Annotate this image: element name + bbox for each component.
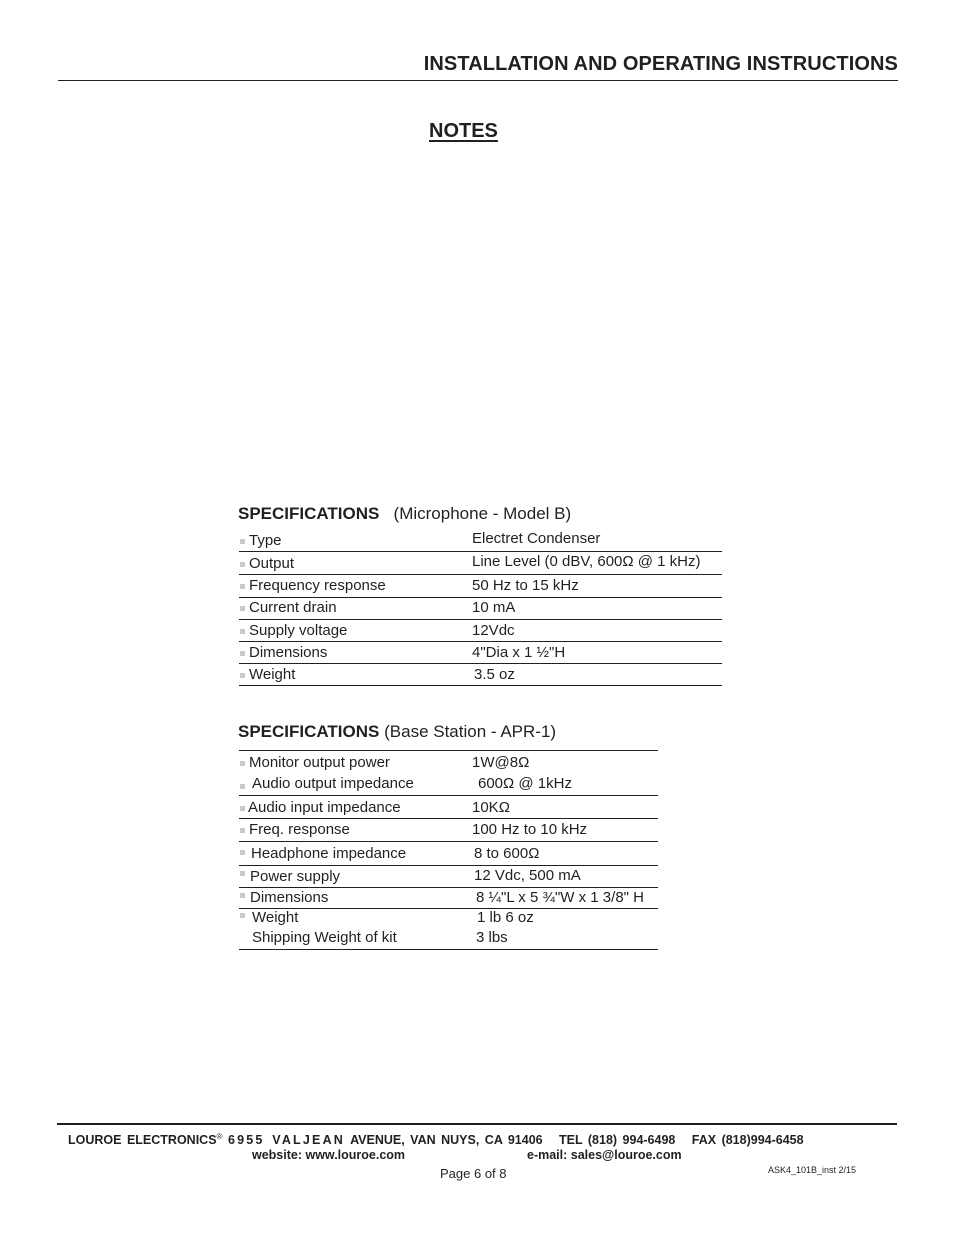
spec-value: Line Level (0 dBV, 600Ω @ 1 kHz)	[472, 553, 701, 570]
spec-label: Dimensions	[250, 889, 329, 906]
bullet-icon	[240, 673, 245, 678]
spec-label: Power supply	[250, 868, 341, 885]
row-divider	[239, 818, 658, 819]
spec-value: 100 Hz to 10 kHz	[472, 821, 588, 838]
spec-value: 10 mA	[472, 599, 516, 616]
row-divider	[239, 887, 658, 888]
spec-label: Audio output impedance	[252, 775, 414, 792]
spec-value: 8 ¼"L x 5 ¾"W x 1 3/8" H	[476, 889, 644, 906]
footer-contact-line	[68, 1132, 804, 1147]
row-divider	[239, 865, 658, 866]
row-divider	[239, 641, 722, 642]
spec-value: 12 Vdc, 500 mA	[474, 867, 581, 884]
row-divider	[239, 597, 722, 598]
row-divider	[239, 795, 658, 796]
spec-label: Weight	[249, 666, 296, 683]
spec-value: 600Ω @ 1kHz	[478, 775, 572, 792]
spec-value: 12Vdc	[472, 622, 515, 639]
spec-value: 10KΩ	[472, 799, 510, 816]
spec-label: Output	[249, 555, 295, 572]
bullet-icon	[240, 606, 245, 611]
bullet-icon	[240, 651, 245, 656]
row-divider	[239, 685, 722, 686]
spec-label: Shipping Weight of kit	[252, 929, 397, 946]
bullet-icon	[240, 806, 245, 811]
spec-mic-heading-model: (Microphone - Model B)	[393, 504, 572, 523]
bullet-icon	[240, 850, 245, 855]
spec-value: 3 lbs	[476, 929, 508, 946]
row-divider	[239, 574, 722, 575]
footer-address: 6955 VALJEAN	[227, 1133, 346, 1148]
spec-mic-heading	[238, 504, 571, 524]
spec-label: Headphone impedance	[251, 845, 407, 862]
header-title: INSTALLATION AND OPERATING INSTRUCTIONS	[423, 53, 898, 75]
spec-value: 3.5 oz	[474, 666, 515, 683]
notes-title: NOTES	[429, 120, 498, 142]
registered-mark: ®	[216, 1132, 223, 1141]
footer-rule	[57, 1123, 897, 1125]
spec-label: Audio input impedance	[248, 799, 401, 816]
spec-mic-table	[239, 530, 721, 690]
bullet-icon	[240, 913, 245, 918]
spec-label: Freq. response	[249, 821, 350, 838]
spec-label: Supply voltage	[249, 622, 348, 639]
row-divider	[239, 949, 658, 950]
spec-label: Frequency response	[249, 577, 386, 594]
row-divider	[239, 908, 658, 909]
spec-value: 1 lb 6 oz	[477, 909, 534, 926]
bullet-icon	[240, 629, 245, 634]
spec-label: Weight	[252, 909, 299, 926]
bullet-icon	[240, 893, 245, 898]
bullet-icon	[240, 761, 245, 766]
spec-base-heading-model: (Base Station - APR-1)	[384, 722, 557, 741]
bullet-icon	[240, 871, 245, 876]
spec-value: 8 to 600Ω	[474, 845, 540, 862]
spec-label: Type	[249, 532, 282, 549]
bullet-icon	[240, 828, 245, 833]
footer-address-rest: AVENUE, VAN NUYS, CA 91406 TEL (818) 994-6498 FAX (818)994-6458	[350, 1133, 804, 1148]
row-divider	[239, 619, 722, 620]
header-rule	[58, 80, 898, 81]
footer-website: website: www.louroe.com	[252, 1148, 406, 1162]
spec-base-table	[239, 750, 659, 954]
row-divider	[239, 750, 658, 751]
page-number: Page 6 of 8	[440, 1166, 507, 1181]
row-divider	[239, 841, 658, 842]
spec-base-heading	[238, 722, 556, 742]
bullet-icon	[240, 784, 245, 789]
footer-email: e-mail: sales@louroe.com	[527, 1148, 682, 1162]
footer-company: LOUROE ELECTRONICS	[68, 1133, 217, 1148]
spec-base-heading-bold: SPECIFICATIONS	[238, 722, 380, 741]
row-divider	[239, 663, 722, 664]
spec-mic-heading-bold: SPECIFICATIONS	[238, 504, 380, 523]
row-divider	[239, 551, 722, 552]
spec-label: Dimensions	[249, 644, 328, 661]
spec-label: Monitor output power	[249, 754, 390, 771]
spec-value: 4"Dia x 1 ½"H	[472, 644, 566, 661]
spec-value: Electret Condenser	[472, 530, 601, 547]
bullet-icon	[240, 539, 245, 544]
spec-value: 50 Hz to 15 kHz	[472, 577, 579, 594]
spec-label: Current drain	[249, 599, 337, 616]
bullet-icon	[240, 584, 245, 589]
document-code: ASK4_101B_inst 2/15	[768, 1165, 857, 1175]
spec-value: 1W@8Ω	[472, 754, 530, 771]
bullet-icon	[240, 562, 245, 567]
